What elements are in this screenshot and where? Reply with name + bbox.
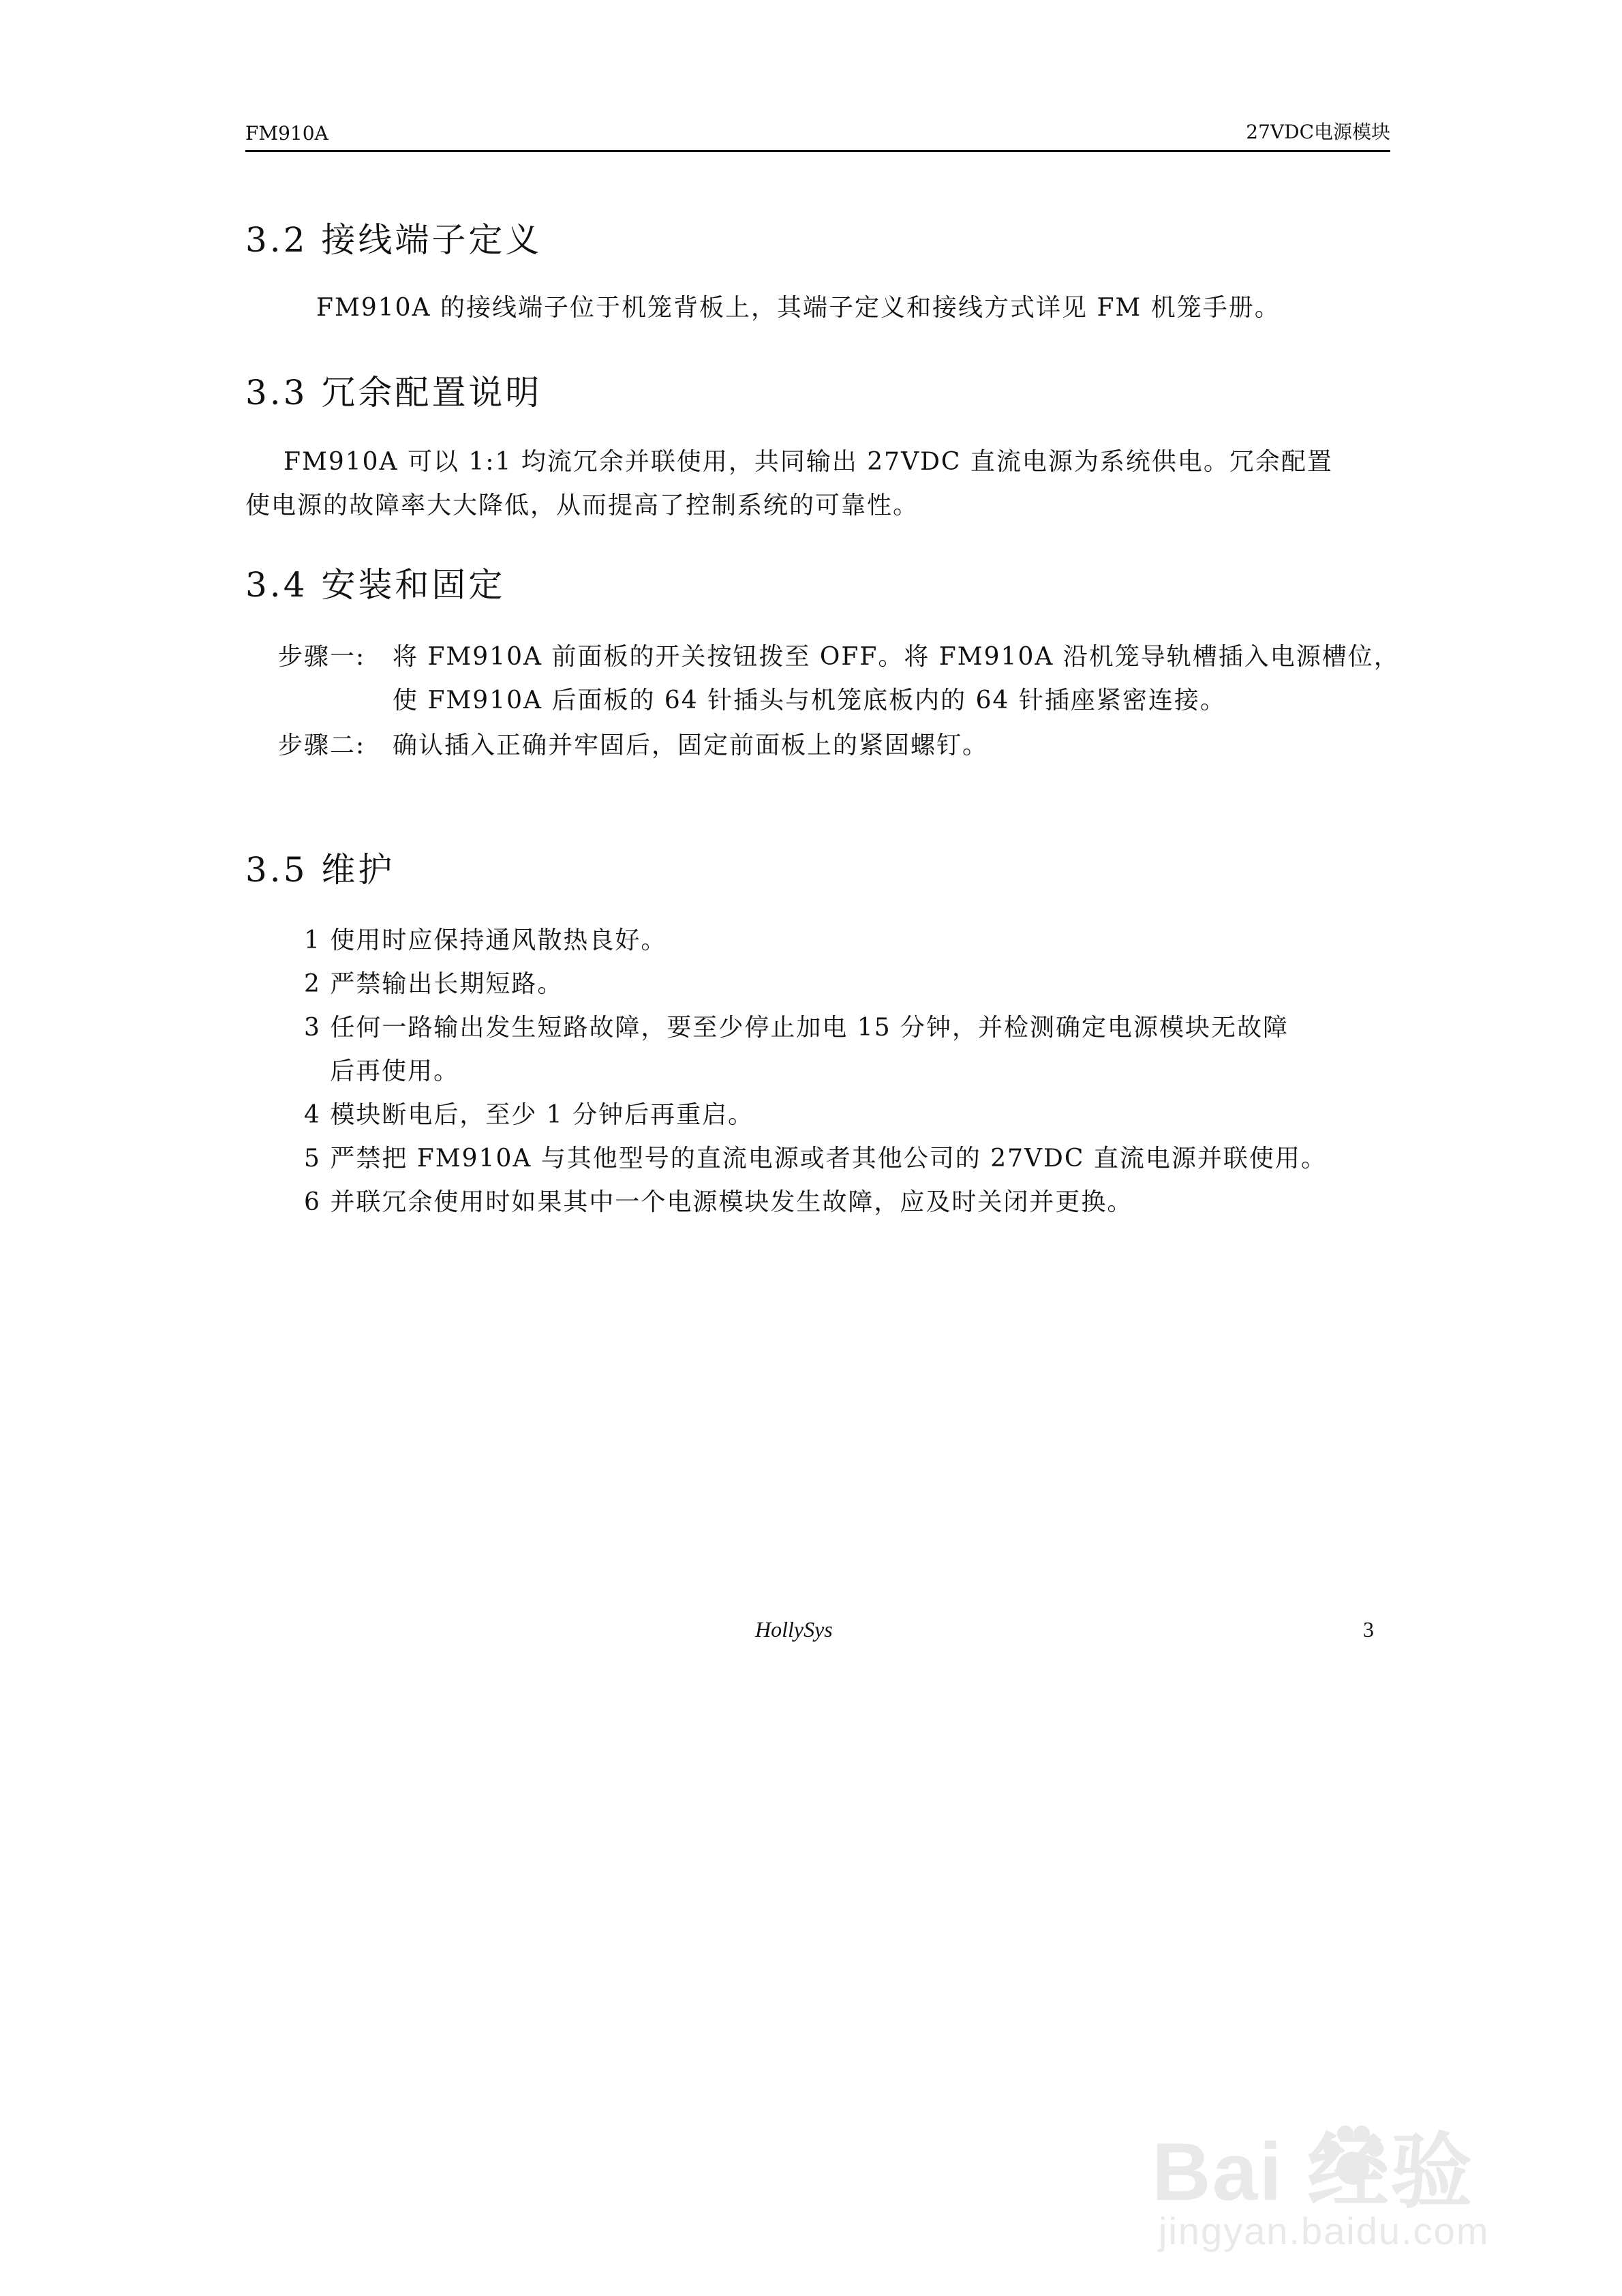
step-2-label: 步骤二: [278, 731, 366, 759]
maintenance-item: 4 模块断电后，至少 1 分钟后再重启。 [304, 1101, 754, 1129]
maintenance-item-continuation: 后再使用。 [330, 1057, 460, 1085]
footer-brand: HollySys [755, 1617, 833, 1642]
watermark-top-text: Bai 经验 [1152, 2126, 1474, 2218]
page-number: 3 [1363, 1617, 1374, 1642]
heading-3-4: 3.4 安装和固定 [245, 565, 506, 605]
header-title: 27VDC电源模块 [1246, 121, 1390, 143]
paw-icon [1315, 2119, 1390, 2194]
heading-3-3: 3.3 冗余配置说明 [245, 373, 542, 412]
header-model: FM910A [245, 122, 328, 145]
paragraph-3-3-line-1: FM910A 可以 1:1 均流冗余并联使用，共同输出 27VDC 直流电源为系统供电。冗余配置 [284, 448, 1333, 476]
maintenance-item: 2 严禁输出长期短路。 [304, 970, 564, 998]
paragraph-3-3-line-2: 使电源的故障率大大降低，从而提高了控制系统的可靠性。 [245, 492, 919, 519]
baidu-watermark [1152, 2106, 1533, 2263]
watermark-url: jingyan.baidu.com [1159, 2209, 1490, 2252]
step-2-line-1: 确认插入正确并牢固后，固定前面板上的紧固螺钉。 [393, 731, 989, 759]
heading-3-2: 3.2 接线端子定义 [245, 220, 542, 260]
heading-3-5: 3.5 维护 [245, 850, 395, 890]
step-1-line-1: 将 FM910A 前面板的开关按钮拨至 OFF。将 FM910A 沿机笼导轨槽插入电源槽位， [393, 643, 1400, 671]
maintenance-item: 1 使用时应保持通风散热良好。 [304, 926, 667, 954]
step-1-label: 步骤一: [278, 643, 366, 671]
paragraph-3-2: FM910A 的接线端子位于机笼背板上，其端子定义和接线方式详见 FM 机笼手册。 [316, 294, 1281, 322]
maintenance-item: 6 并联冗余使用时如果其中一个电源模块发生故障，应及时关闭并更换。 [304, 1188, 1133, 1216]
maintenance-item: 3 任何一路输出发生短路故障，要至少停止加电 15 分钟，并检测确定电源模块无故障 [304, 1014, 1289, 1042]
step-1-line-2: 使 FM910A 后面板的 64 针插头与机笼底板内的 64 针插座紧密连接。 [393, 686, 1226, 714]
maintenance-item: 5 严禁把 FM910A 与其他型号的直流电源或者其他公司的 27VDC 直流电源并联使用。 [304, 1145, 1327, 1173]
page-header [245, 117, 1390, 152]
